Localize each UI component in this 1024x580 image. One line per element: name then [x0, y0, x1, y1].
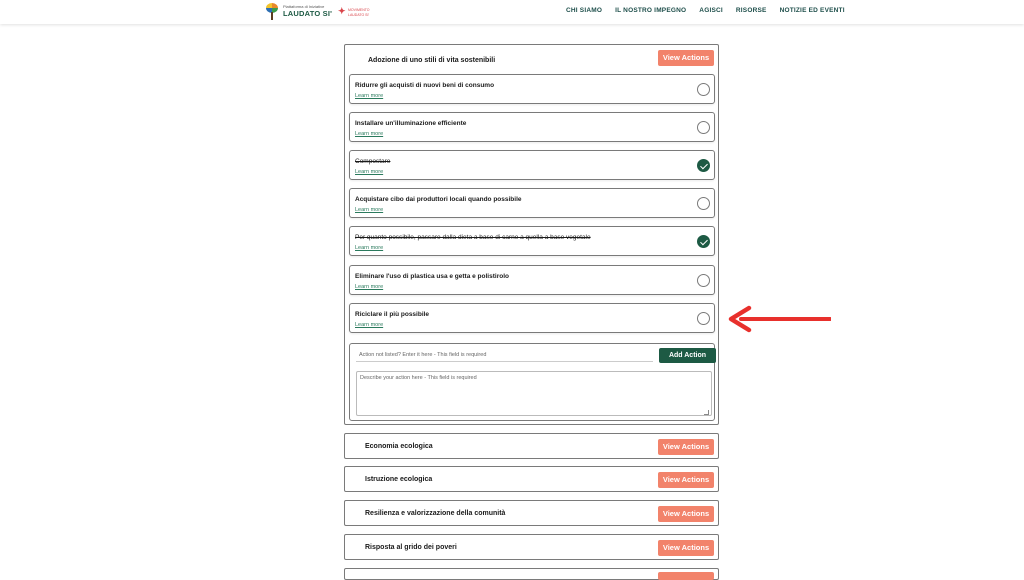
- view-actions-button[interactable]: View Actions: [658, 439, 714, 455]
- actions-panel: [344, 44, 719, 425]
- checked-checkbox-icon[interactable]: [697, 159, 710, 172]
- action-label: Acquistare cibo dai produttori locali quando possibile: [355, 196, 522, 203]
- learn-more-link[interactable]: Learn more: [355, 207, 384, 213]
- partner-logo-icon: ✦: [338, 6, 346, 16]
- custom-action-input[interactable]: [356, 348, 653, 362]
- action-checkbox[interactable]: [697, 274, 710, 287]
- view-actions-button[interactable]: View Actions: [658, 506, 714, 522]
- top-navbar: [0, 0, 1024, 24]
- action-checkbox[interactable]: [697, 121, 710, 134]
- view-actions-button[interactable]: [658, 572, 714, 580]
- nav-agisci[interactable]: AGISCI: [699, 7, 723, 14]
- action-item[interactable]: [349, 112, 715, 142]
- logo-subtitle: Piattaforma di Iniziative: [283, 4, 325, 10]
- view-actions-button[interactable]: View Actions: [658, 50, 714, 66]
- section-title: Risposta al grido dei poveri: [365, 544, 457, 551]
- tree-logo-icon: [265, 3, 279, 20]
- action-item[interactable]: [349, 303, 715, 333]
- main-nav: [566, 7, 858, 14]
- learn-more-link[interactable]: Learn more: [355, 169, 384, 175]
- section-sustainable-lifestyle: [344, 44, 719, 425]
- add-custom-action-form: [349, 343, 715, 421]
- section-title: Adozione di uno stili di vita sostenibili: [368, 57, 496, 64]
- action-label: Ridurre gli acquisti di nuovi beni di consumo: [355, 82, 495, 89]
- nav-notizie-ed-eventi[interactable]: NOTIZIE ED EVENTI: [779, 7, 845, 14]
- resize-handle-icon[interactable]: [704, 410, 709, 415]
- section-partial[interactable]: [344, 568, 719, 580]
- action-checkbox[interactable]: [697, 312, 710, 325]
- section-grido-dei-poveri[interactable]: [344, 534, 719, 560]
- view-actions-button[interactable]: View Actions: [658, 540, 714, 556]
- custom-action-description[interactable]: [356, 371, 712, 416]
- action-label: Per quanto possibile, passare dalla dieta a base di carne a quella a base vegetale: [355, 234, 591, 241]
- action-label: Installare un'illuminazione efficiente: [355, 120, 467, 127]
- section-resilienza-comunita[interactable]: [344, 500, 719, 526]
- action-label: Compostare: [355, 158, 391, 165]
- nav-chi-siamo[interactable]: CHI SIAMO: [566, 7, 603, 14]
- section-istruzione-ecologica[interactable]: [344, 466, 719, 492]
- checked-checkbox-icon[interactable]: [697, 235, 710, 248]
- nav-risorse[interactable]: RISORSE: [735, 7, 767, 14]
- action-checkbox[interactable]: [697, 197, 710, 210]
- action-item[interactable]: [349, 150, 715, 180]
- section-economia-ecologica[interactable]: [344, 433, 719, 459]
- section-title: Resilienza e valorizzazione della comunità: [365, 510, 506, 517]
- action-label: Riciclare il più possibile: [355, 311, 430, 318]
- action-checkbox[interactable]: [697, 83, 710, 96]
- action-item[interactable]: [349, 74, 715, 104]
- section-title: Istruzione ecologica: [365, 476, 433, 483]
- action-item[interactable]: [349, 188, 715, 218]
- action-item[interactable]: [349, 226, 715, 256]
- annotation-arrow-icon: [727, 305, 831, 333]
- partner-logo-line1: MOVIMENTO: [348, 8, 370, 12]
- partner-logo[interactable]: [338, 5, 372, 19]
- view-actions-button[interactable]: View Actions: [658, 472, 714, 488]
- learn-more-link[interactable]: Learn more: [355, 245, 384, 251]
- site-logo[interactable]: [265, 3, 332, 20]
- learn-more-link[interactable]: Learn more: [355, 93, 384, 99]
- learn-more-link[interactable]: Learn more: [355, 322, 384, 328]
- action-item[interactable]: [349, 265, 715, 295]
- learn-more-link[interactable]: Learn more: [355, 284, 384, 290]
- partner-logo-line2: LAUDATO SI': [348, 13, 370, 17]
- learn-more-link[interactable]: Learn more: [355, 131, 384, 137]
- section-title: Economia ecologica: [365, 443, 433, 450]
- add-action-button[interactable]: Add Action: [659, 348, 716, 363]
- nav-il-nostro-impegno[interactable]: IL NOSTRO IMPEGNO: [615, 7, 687, 14]
- action-label: Eliminare l'uso di plastica usa e getta e polistirolo: [355, 273, 509, 280]
- logo-title: LAUDATO SI': [283, 9, 333, 19]
